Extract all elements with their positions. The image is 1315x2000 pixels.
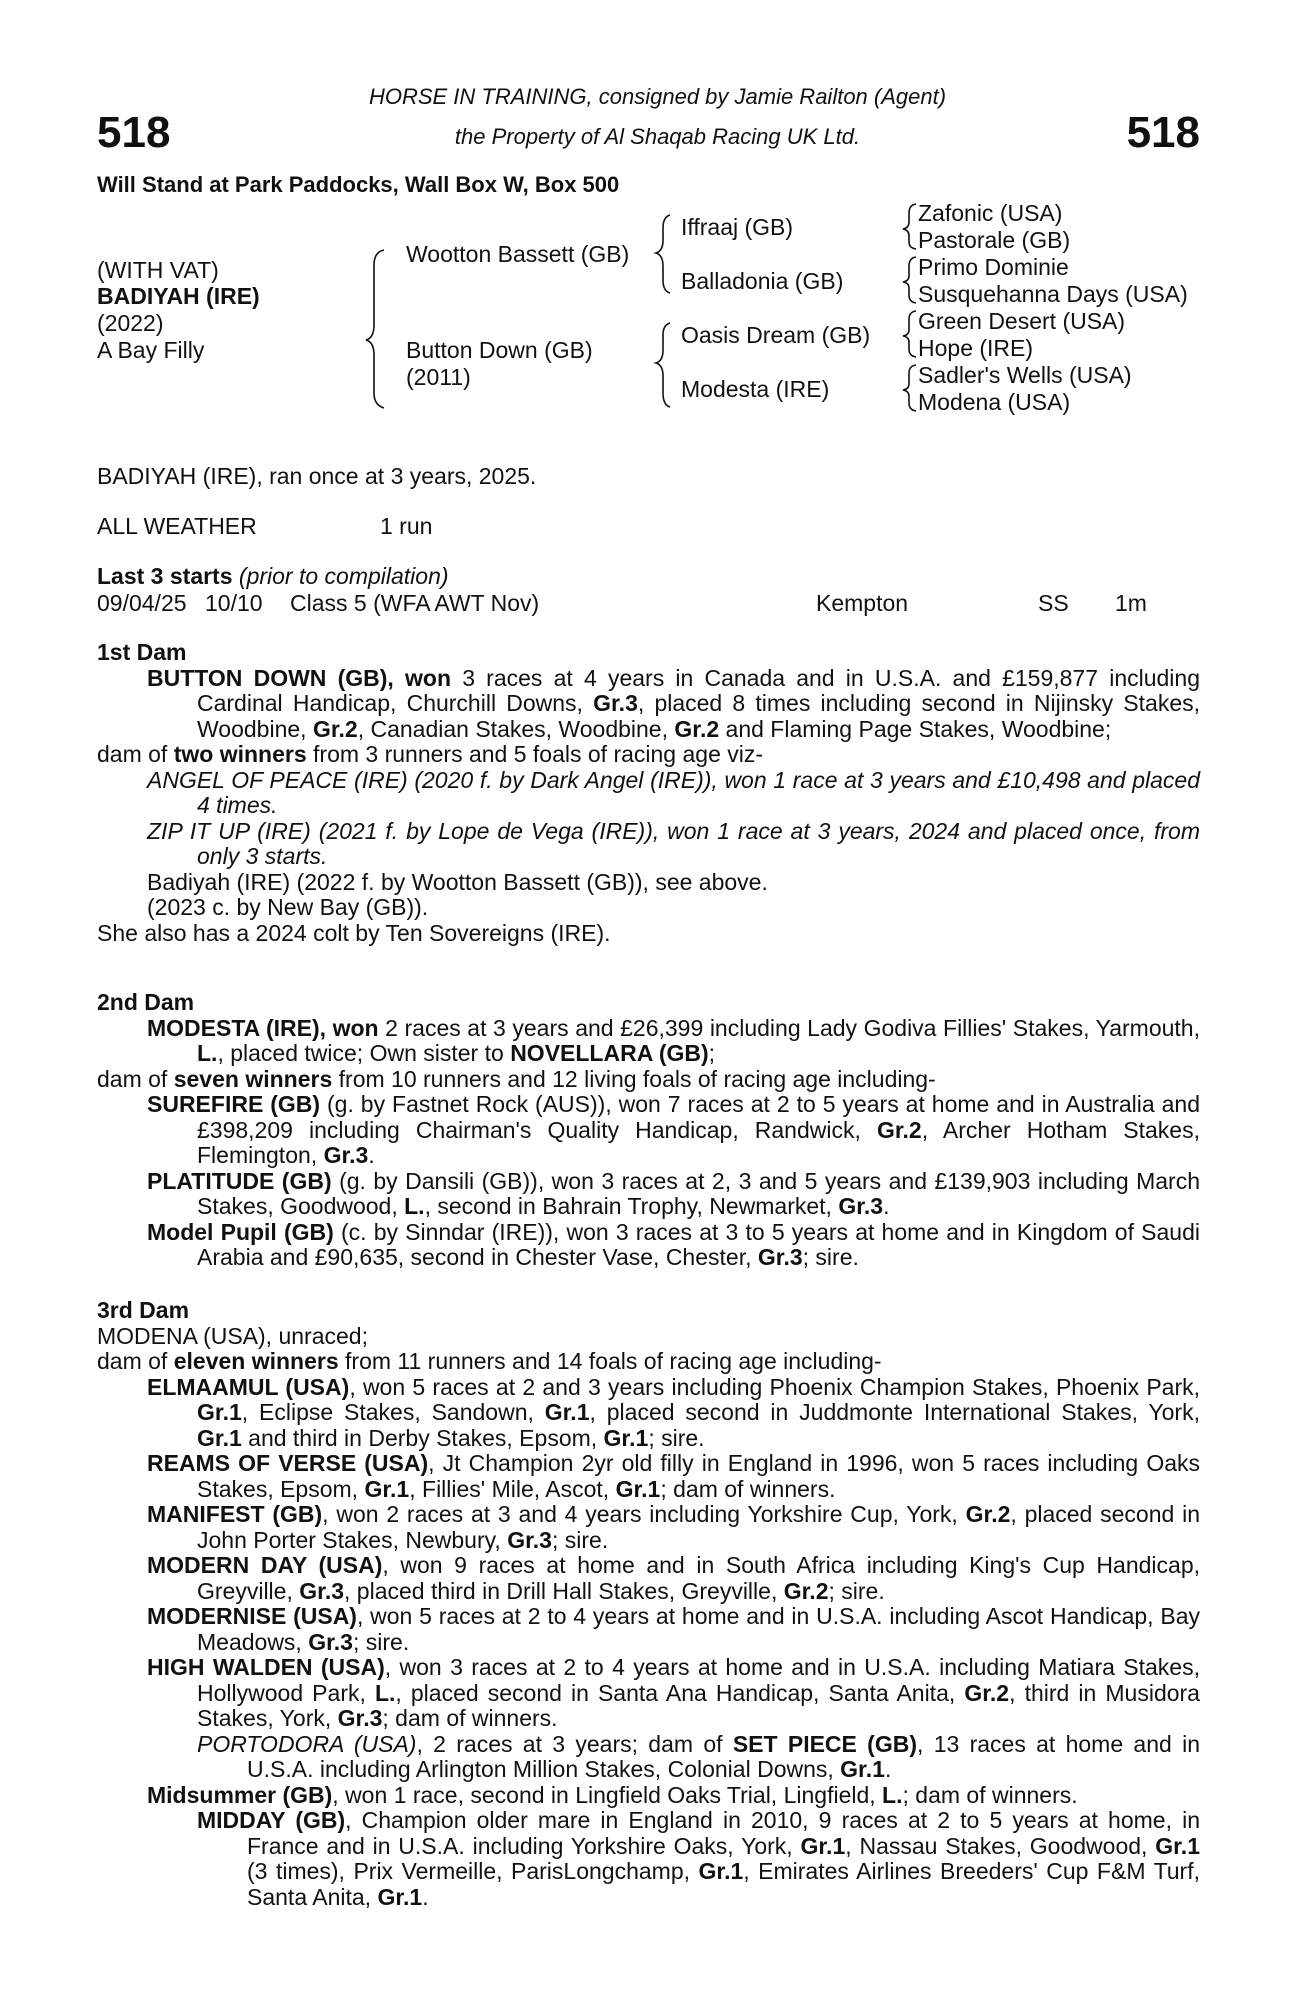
first-dam-produce: dam of two winners from 3 runners and 5 foals of racing age viz- — [97, 741, 764, 767]
first-dam-section — [97, 640, 1200, 946]
start-row-position: 10/10 — [205, 590, 263, 616]
last-starts-title: Last 3 starts — [97, 563, 233, 589]
progeny-midday: MIDDAY (GB), Champion older mare in England in 2010, 9 races at 2 to 5 years at home, in France and in U.S.A. including Yorkshire Oaks, York, Gr.1, Nassau Stakes, Goodwood, Gr.1 (3 times), Prix Vermeille, ParisLongchamp, Gr.1, Emirates Airlines Breeders' Cup F&M Turf, Santa Anita, Gr.1. — [197, 1807, 1200, 1910]
dam-year: (2011) — [406, 364, 471, 390]
third-dam-title: 3rd Dam — [97, 1297, 190, 1323]
second-dam-record: MODESTA (IRE), won 2 races at 3 years and £26,399 including Lady Godiva Fillies' Stakes, Yarmouth, L., placed twice; Own sister to NOVELLARA (GB); — [147, 1014, 1200, 1066]
third-dam-produce: dam of eleven winners from 11 runners and 14 foals of racing age including- — [97, 1348, 882, 1374]
vat-note: (WITH VAT) — [97, 257, 219, 283]
sire-sire: Iffraaj (GB) — [681, 214, 794, 240]
first-dam-name: BUTTON DOWN (GB) — [147, 664, 388, 691]
start-row-race: Class 5 (WFA AWT Nov) — [290, 590, 540, 616]
consignment-line: HORSE IN TRAINING, consigned by Jamie Railton (Agent) — [368, 84, 947, 109]
start-row-distance: 1m — [1115, 590, 1147, 616]
first-dam-title: 1st Dam — [97, 639, 187, 665]
progeny-platitude: PLATITUDE (GB) (g. by Dansili (GB)), won 3 races at 2, 3 and 5 years and £139,903 including March Stakes, Goodwood, L., second in Bahrain Trophy, Newmarket, Gr.3. — [147, 1167, 1200, 1219]
progeny-midsummer: Midsummer (GB), won 1 race, second in Lingfield Oaks Trial, Lingfield, L.; dam of winners. — [147, 1781, 1078, 1808]
start-row-going: SS — [1038, 590, 1069, 616]
horse-year: (2022) — [97, 310, 164, 336]
first-dam-record: BUTTON DOWN (GB), won 3 races at 4 years in Canada and in U.S.A. and £159,877 including Cardinal Handicap, Churchill Downs, Gr.3, placed 8 times including second in Nijinsky Stakes, Woodbine, Gr.2, Canadian Stakes, Woodbine, Gr.2 and Flaming Page Stakes, Woodbine; — [147, 664, 1200, 742]
horse-description: A Bay Filly — [97, 337, 205, 363]
lot-number-left: 518 — [97, 108, 171, 157]
gen3-sss: Zafonic (USA) — [918, 200, 1063, 226]
progeny-angel-of-peace: ANGEL OF PEACE (IRE) (2020 f. by Dark Angel (IRE)), won 1 race at 3 years and £10,498 and placed 4 times. — [147, 766, 1200, 818]
gen3-sds: Primo Dominie — [918, 254, 1069, 280]
gen3-ddd: Modena (USA) — [918, 389, 1071, 415]
gen3-dds: Sadler's Wells (USA) — [918, 362, 1132, 388]
last-starts-heading — [97, 563, 449, 590]
start-row-date: 09/04/25 — [97, 590, 187, 616]
third-dam-section — [97, 1298, 1200, 1910]
lot-number-right: 518 — [1126, 108, 1200, 157]
progeny-reams-of-verse: REAMS OF VERSE (USA), Jt Champion 2yr old filly in England in 1996, won 5 races including Oaks Stakes, Epsom, Gr.1, Fillies' Mile, Ascot, Gr.1; dam of winners. — [147, 1450, 1200, 1502]
gen3-dss: Green Desert (USA) — [918, 308, 1126, 334]
sire-name: Wootton Bassett (GB) — [406, 241, 630, 267]
progeny-model-pupil: Model Pupil (GB) (c. by Sinndar (IRE)), won 3 races at 3 to 5 years at home and in Kingdom of Saudi Arabia and £90,635, second in Chester Vase, Chester, Gr.3; sire. — [147, 1218, 1200, 1270]
progeny-portodora: PORTODORA (USA), 2 races at 3 years; dam of SET PIECE (GB), 13 races at home and in U.S.A. including Arlington Million Stakes, Colonial Downs, Gr.1. — [197, 1730, 1201, 1782]
progeny-2023-colt: (2023 c. by New Bay (GB)). — [147, 894, 429, 920]
third-dam-name: MODENA (USA), unraced; — [97, 1322, 368, 1349]
second-dam-title: 2nd Dam — [97, 989, 195, 1015]
progeny-elmaamul: ELMAAMUL (USA), won 5 races at 2 and 3 years including Phoenix Champion Stakes, Phoenix Park, Gr.1, Eclipse Stakes, Sandown, Gr.1, placed second in Juddmonte International Stakes, York, Gr.1 and third in Derby Stakes, Epsom, Gr.1; sire. — [147, 1373, 1201, 1451]
first-dam-also: She also has a 2024 colt by Ten Sovereigns (IRE). — [97, 919, 611, 946]
gen3-sdd: Susquehanna Days (USA) — [918, 281, 1188, 307]
progeny-modernise: MODERNISE (USA), won 5 races at 2 to 4 years at home and in U.S.A. including Ascot Handicap, Bay Meadows, Gr.3; sire. — [147, 1603, 1200, 1655]
gen3-dsd: Hope (IRE) — [918, 335, 1034, 361]
progeny-zip-it-up: ZIP IT UP (IRE) (2021 f. by Lope de Vega (IRE)), won 1 race at 3 years, 2024 and placed once, from only 3 starts. — [147, 817, 1200, 869]
progeny-manifest: MANIFEST (GB), won 2 races at 3 and 4 years including Yorkshire Cup, York, Gr.2, placed second in John Porter Stakes, Newbury, Gr.3; sire. — [147, 1501, 1201, 1553]
progeny-badiyah: Badiyah (IRE) (2022 f. by Wootton Bassett (GB)), see above. — [147, 868, 768, 895]
dam-dam: Modesta (IRE) — [681, 376, 830, 402]
race-summary: BADIYAH (IRE), ran once at 3 years, 2025. — [97, 463, 537, 489]
second-dam-section — [97, 990, 1200, 1271]
sire-dam: Balladonia (GB) — [681, 268, 844, 294]
property-line: the Property of Al Shaqab Racing UK Ltd. — [454, 124, 861, 149]
stand-location: Will Stand at Park Paddocks, Wall Box W, Box 500 — [97, 172, 620, 197]
start-row-course: Kempton — [816, 590, 909, 616]
progeny-modern-day: MODERN DAY (USA), won 9 races at home and in South Africa including King's Cup Handicap, Greyville, Gr.3, placed third in Drill Hall Stakes, Greyville, Gr.2; sire. — [147, 1552, 1200, 1604]
last-starts-note: (prior to compilation) — [238, 563, 449, 589]
surface-label: ALL WEATHER — [97, 513, 257, 539]
first-dam-won: won — [405, 664, 451, 691]
dam-sire: Oasis Dream (GB) — [681, 322, 871, 348]
dam-name: Button Down (GB) — [406, 337, 593, 363]
progeny-surefire: SUREFIRE (GB) (g. by Fastnet Rock (AUS)), won 7 races at 2 to 5 years at home and in Australia and £398,209 including Chairman's Quality Handicap, Randwick, Gr.2, Archer Hotham Stakes, Flemington, Gr.3. — [147, 1091, 1200, 1168]
horse-name: BADIYAH (IRE) — [97, 283, 260, 309]
surface-value: 1 run — [380, 513, 433, 539]
gen3-ssd: Pastorale (GB) — [918, 227, 1071, 253]
progeny-high-walden: HIGH WALDEN (USA), won 3 races at 2 to 4 years at home and in U.S.A. including Matiara Stakes, Hollywood Park, L., placed second in Santa Ana Handicap, Santa Anita, Gr.2, third in Musidora Stakes, York, Gr.3; dam of winners. — [147, 1654, 1200, 1731]
second-dam-produce: dam of seven winners from 10 runners and 12 living foals of racing age including- — [97, 1065, 936, 1092]
